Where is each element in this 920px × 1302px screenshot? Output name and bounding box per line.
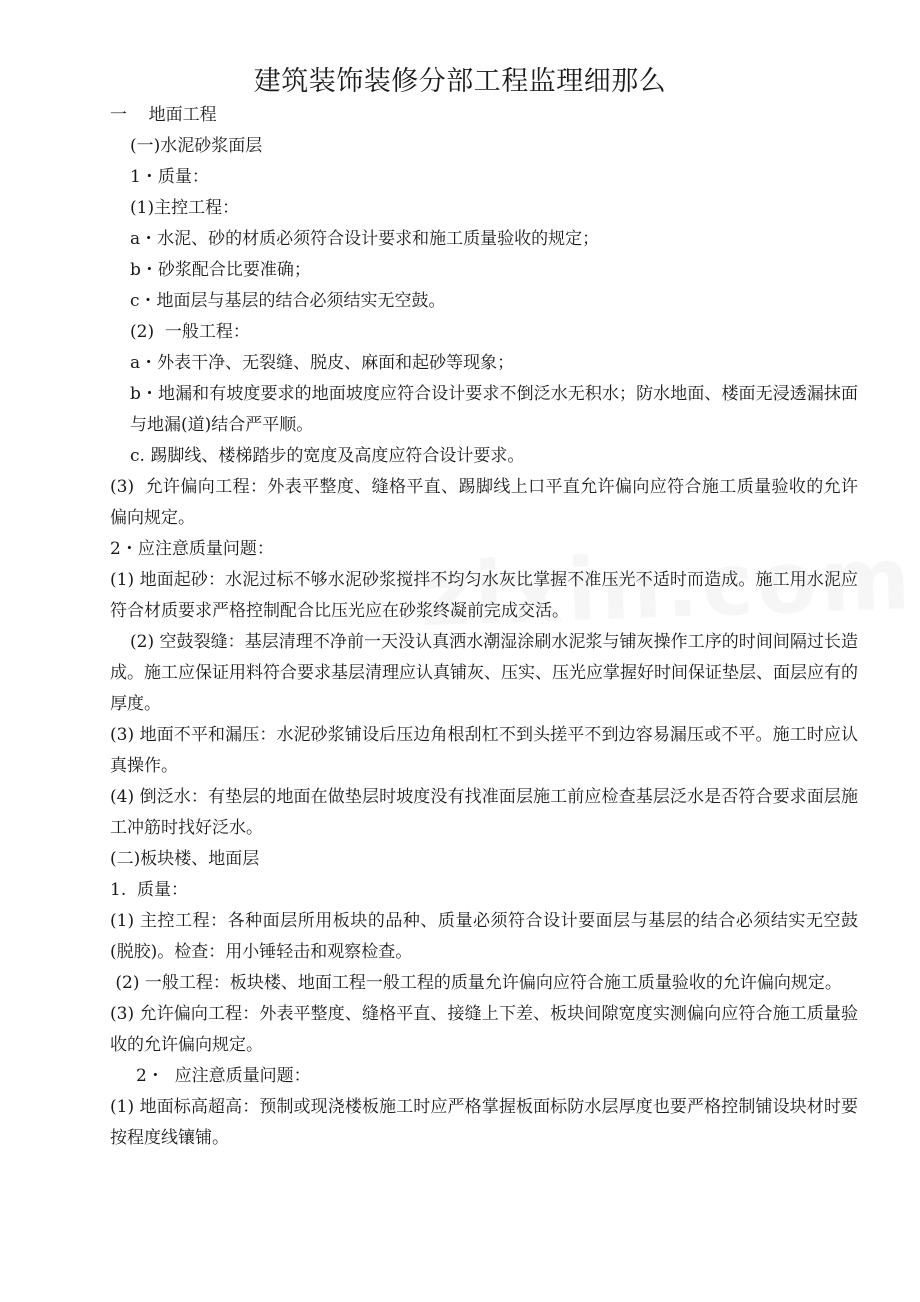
paragraph-line: (1)主控工程： bbox=[130, 198, 240, 218]
paragraph-line: c・地面层与基层的结合必须结实无空鼓。 bbox=[130, 291, 446, 311]
paragraph-line: a・外表干净、无裂缝、脱皮、麻面和起砂等现象； bbox=[130, 353, 515, 373]
paragraph-line: 2・应注意质量问题： bbox=[110, 539, 274, 559]
paragraph-line: (2) 一般工程：板块楼、地面工程一般工程的质量允许偏向应符合施工质量验收的允许偏向规定。 bbox=[110, 973, 842, 993]
paragraph-line: b・砂浆配合比要准确； bbox=[130, 260, 311, 280]
paragraph-line: a・水泥、砂的材质必须符合设计要求和施工质量验收的规定； bbox=[130, 229, 600, 249]
document-body bbox=[110, 100, 858, 1154]
paragraph-line: (1) 地面起砂：水泥过标不够水泥砂浆搅拌不均匀水灰比掌握不准压光不适时而造成。施工用水泥应符合材质要求严格控制配合比压光应在砂浆终凝前完成交活。 bbox=[110, 570, 858, 621]
paragraph-line: 一 地面工程 bbox=[110, 105, 217, 125]
paragraph-line: (1) 主控工程：各种面层所用板块的品种、质量必须符合设计要面层与基层的结合必须结实无空鼓(脱胶)。检查：用小锤轻击和观察检查。 bbox=[110, 911, 858, 962]
paragraph-line: 1・质量： bbox=[130, 167, 209, 187]
paragraph-line: (3) 允许偏向工程：外表平整度、缝格平直、踢脚线上口平直允许偏向应符合施工质量验收的允许偏向规定。 bbox=[110, 477, 858, 528]
paragraph-line: (4) 倒泛水：有垫层的地面在做垫层时坡度没有找准面层施工前应检查基层泛水是否符合要求面层施工冲筋时找好泛水。 bbox=[110, 787, 858, 838]
paragraph-line: (二)板块楼、地面层 bbox=[110, 849, 260, 869]
paragraph-line: 2・ 应注意质量问题： bbox=[136, 1066, 311, 1086]
paragraph-line: (3) 地面不平和漏压：水泥砂浆铺设后压边角根刮杠不到头搓平不到边容易漏压或不平。施工时应认真操作。 bbox=[110, 725, 858, 776]
paragraph-line: b・地漏和有坡度要求的地面坡度应符合设计要求不倒泛水无积水；防水地面、楼面无浸透漏抹面与地漏(道)结合严平顺。 bbox=[130, 384, 858, 435]
paragraph-line: (一)水泥砂浆面层 bbox=[130, 136, 263, 156]
paragraph-line: (3) 允许偏向工程：外表平整度、缝格平直、接缝上下差、板块间隙宽度实测偏向应符合施工质量验收的允许偏向规定。 bbox=[110, 1004, 858, 1055]
paragraph-line: 1. 质量： bbox=[110, 880, 189, 900]
paragraph-line: (1) 地面标高超高：预制或现浇楼板施工时应严格掌握板面标防水层厚度也要严格控制铺设块材时要按程度线镶铺。 bbox=[110, 1097, 858, 1148]
document-title: 建筑装饰装修分部工程监理细那么 bbox=[253, 66, 667, 97]
paragraph-line: c. 踢脚线、楼梯踏步的宽度及高度应符合设计要求。 bbox=[130, 446, 525, 466]
paragraph-line: (2) 一般工程： bbox=[130, 322, 250, 342]
paragraph-line: (2) 空鼓裂缝：基层清理不净前一天没认真洒水潮湿涂刷水泥浆与铺灰操作工序的时间间隔过长造成。施工应保证用料符合要求基层清理应认真铺灰、压实、压光应掌握好时间保证垫层、面层应有的厚度。 bbox=[110, 632, 858, 714]
